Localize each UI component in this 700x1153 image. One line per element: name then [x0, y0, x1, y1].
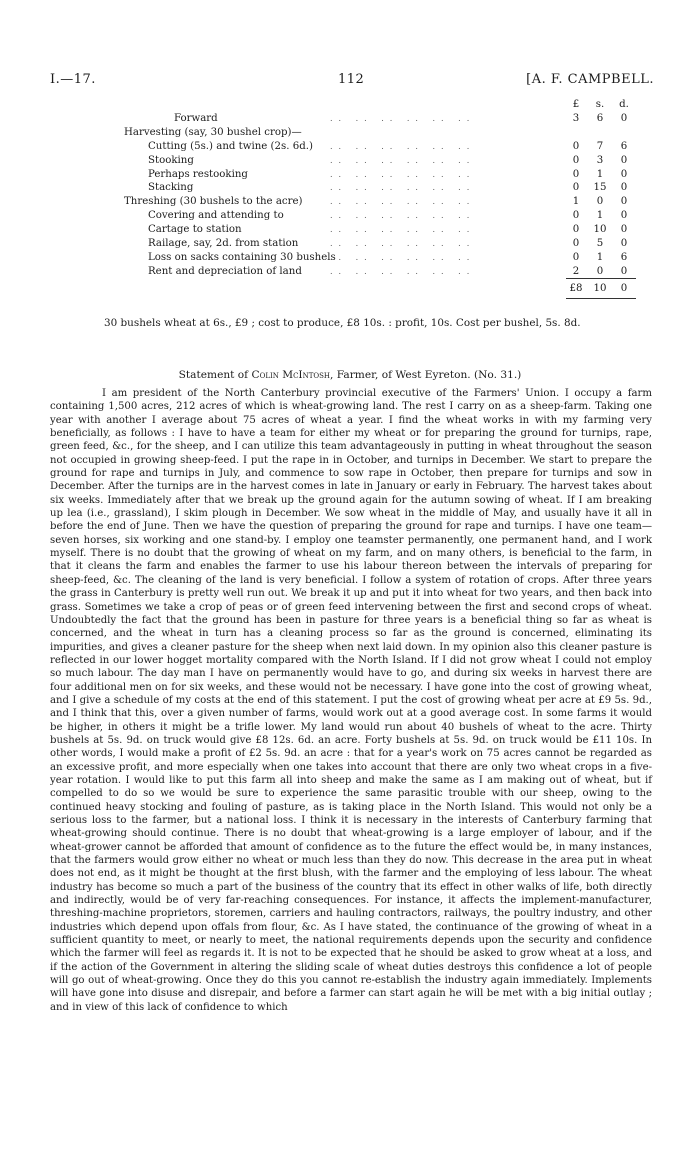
leader-dots: .. .. .. .. .. .. — [330, 155, 476, 165]
total-pounds: £8 — [569, 283, 583, 294]
pounds-header: £ — [572, 99, 580, 110]
amount-shillings: 1 — [596, 168, 604, 180]
amount-shillings: 1 — [596, 210, 604, 222]
account-row-amount — [564, 140, 636, 154]
account-row-label: Rent and depreciation of land — [148, 265, 302, 277]
page-number: 112 — [338, 72, 365, 87]
account-row — [0, 195, 700, 209]
document-reference: I.—17. — [50, 72, 96, 87]
amount-shillings: 0 — [596, 196, 604, 208]
amount-pence: 0 — [620, 168, 628, 180]
account-row — [0, 112, 700, 126]
leader-dots: .. .. .. .. .. .. — [330, 225, 476, 235]
currency-column-headers — [564, 98, 636, 112]
statement-heading — [0, 369, 700, 381]
page-header — [0, 72, 700, 94]
amount-pence: 0 — [620, 238, 628, 250]
account-row-label: Forward — [174, 113, 218, 124]
statement-prefix: Statement of — [178, 369, 249, 381]
amount-pounds: 0 — [572, 182, 580, 194]
account-row-amount — [564, 168, 636, 182]
author-name: [A. F. CAMPBELL. — [526, 72, 654, 87]
amount-shillings: 10 — [593, 224, 607, 236]
account-row-amount — [564, 251, 636, 265]
amount-shillings: 0 — [596, 265, 604, 277]
amount-pence: 6 — [620, 140, 628, 152]
account-row — [0, 140, 700, 154]
amount-pounds: 0 — [572, 224, 580, 236]
amount-shillings: 5 — [596, 238, 604, 250]
amount-pounds: 0 — [572, 238, 580, 250]
account-row-amount — [564, 181, 636, 195]
amount-pence: 0 — [620, 113, 628, 124]
account-row — [0, 209, 700, 223]
amount-shillings: 15 — [593, 182, 607, 194]
amount-pounds: 2 — [572, 265, 580, 277]
account-row — [0, 126, 700, 140]
account-total — [564, 282, 636, 296]
statement-body: I am president of the North Canterbury provincial executive of the Farmers' Union. I occupy a farm containing 1,500 acres, 212 acres of which is wheat-growing land. The rest I carry on as a sheep-farm. Taking one year with another I average about 75 acres of wheat a year. I find the wheat works in with my farming very beneficially, as follows : I have to have a team for either my wheat or for preparing the ground for turnips, rape, green feed, &c., for the sheep, and I can utilize this team advantageously in putting in wheat throughout the season not occupied in growing sheep-feed. I put the rape in in October, and turnips in December. We start to prepare the ground for rape and turnips in July, and commence to sow rape in October, then prepare for turnips and sow in December. After the turnips are in the harvest comes in late in January or early in February. The harvest takes about six weeks. Immediately after that we break up the ground again for the autumn sowing of wheat. If I am breaking up lea (i.e., grassland), I skim plough in December. We sow wheat in the middle of May, and usually have it all in before the end of June. Then we have the question of preparing the ground for rape and turnips. I have one team—seven horses, six working and one stand-by. I employ one teamster permanently, one permanent hand, and I work myself. There is no doubt that the growing of wheat on my farm, and on many others, is beneficial to the farm, in that it cleans the farm and enables the farmer to use his labour thereon between the intervals of preparing for sheep-feed, &c. The cleaning of the land is very beneficial. I follow a system of rotation of crops. After three years the grass in Canterbury is pretty well run out. We break it up and put it into wheat for two years, and then back into grass. Sometimes we take a crop of peas or of green feed intervening between the first and second crops of wheat. Undoubtedly the fact that the ground has been in pasture for three years is a beneficial thing so far as wheat is concerned, and the wheat in turn has a cleaning process so far as the ground is concerned, eliminating its impurities, and gives a cleaner pasture for the sheep when next laid down. In my opinion also this cleaner pasture is reflected in our lower hogget mortality compared with the North Island. If I did not grow wheat I could not employ so much labour. The day man I have on permanently would have to go, and during six weeks in harvest there are four additional men on for six weeks, and these would not be necessary. I have gone into the cost of growing wheat, and I give a schedule of my costs at the end of this statement. I put the cost of growing wheat per acre at £9 5s. 9d., and I think that this, over a given number of farms, would work out at a good average cost. In some farms it would be higher, in others it might be a trifle lower. My land would run about 40 bushels of wheat to the acre. Thirty bushels at 5s. 9d. on truck would give £8 12s. 6d. an acre. Forty bushels at 5s. 9d. on truck would be £11 10s. In other words, I would make a profit of £2 5s. 9d. an acre : that for a year's work on 75 acres cannot be regarded as an excessive profit, and more especially when one takes into account that there are only two wheat crops in a five-year rotation. I would like to put this farm all into sheep and make the same as I am making out of wheat, but if compelled to do so we would be sure to experience the same parasitic trouble with our sheep, owing to the continued heavy stocking and fouling of pasture, as is taking place in the North Island. This would not only be a serious loss to the farmer, but a national loss. I think it is necessary in the interests of Canterbury farming that wheat-growing should continue. There is no doubt that wheat-growing is a large employer of labour, and if the wheat-grower cannot be afforded that amount of confidence as to the future the effect would be, in many instances, that the farmers would grow either no wheat or much less than they do now. This decrease in the area put in wheat does not end, as it might be thought at the first blush, with the farmer and the employing of less labour. The wheat industry has become so much a part of the business of the country that its effect in other walks of life, both directly and indirectly, would be of very far-reaching consequences. For instance, it affects the implement-manufacturer, threshing-machine proprietors, storemen, carriers and hauling contractors, railways, the poultry industry, and other industries which depend upon offals from flour, &c. As I have stated, the continuance of the growing of wheat in a sufficient quantity to meet, or nearly to meet, the national requirements depends upon the security and confidence which the farmer will feel as regards it. It is not to be expected that he should be asked to grow wheat at a loss, and if the action of the Government in altering the sliding scale of wheat duties destroys this confidence a lot of people will go out of wheat-growing. Once they do this you cannot re-establish the industry again immediately. Implements will have gone into disuse and disrepair, and before a farmer can start again he will be met with a big initial outlay ; and in view of this lack of confidence to which — [50, 388, 652, 1013]
account-row-amount — [564, 154, 636, 168]
leader-dots: .. .. .. .. .. .. — [330, 211, 476, 221]
account-row — [0, 251, 700, 265]
account-row-label: Cutting (5s.) and twine (2s. 6d.) — [148, 140, 313, 152]
account-row-label: Stacking — [148, 182, 194, 194]
account-row — [0, 223, 700, 237]
account-row — [0, 168, 700, 182]
account-row-amount — [564, 209, 636, 223]
account-rows — [0, 112, 700, 279]
account-row-label: Perhaps restooking — [148, 168, 248, 180]
leader-dots: .. .. .. .. .. .. — [330, 266, 476, 276]
leader-dots: .. .. .. .. .. .. — [330, 197, 476, 207]
leader-dots: .. .. .. .. .. .. — [330, 239, 476, 249]
amount-pounds: 3 — [572, 113, 580, 124]
amount-shillings: 7 — [596, 140, 604, 152]
amount-shillings: 1 — [596, 251, 604, 263]
account-row-label: Railage, say, 2d. from station — [148, 238, 299, 250]
amount-pence: 0 — [620, 154, 628, 166]
leader-dots: .. .. .. .. .. .. — [330, 141, 476, 151]
account-row-amount — [564, 237, 636, 251]
account-row-amount — [564, 112, 636, 126]
amount-pence: 0 — [620, 182, 628, 194]
statement-suffix: , Farmer, of West Eyreton. (No. 31.) — [330, 369, 522, 381]
amount-shillings: 6 — [596, 113, 604, 124]
account-row — [0, 237, 700, 251]
amount-pounds: 1 — [572, 196, 580, 208]
leader-dots: .. .. .. .. .. .. — [330, 114, 476, 123]
account-row-label: Threshing (30 bushels to the acre) — [124, 196, 303, 208]
account-row-label: Loss on sacks containing 30 bushels — [148, 251, 336, 263]
amount-pence: 0 — [620, 196, 628, 208]
amount-pence: 6 — [620, 251, 628, 263]
total-rule — [566, 278, 636, 279]
leader-dots: .. .. .. .. .. .. — [330, 183, 476, 193]
amount-pounds: 0 — [572, 154, 580, 166]
amount-pounds: 0 — [572, 251, 580, 263]
witness-name: Colin McIntosh — [251, 369, 331, 381]
profit-summary-line: 30 bushels wheat at 6s., £9 ; cost to produce, £8 10s. : profit, 10s. Cost per bushel, 5s. 8d. — [104, 317, 581, 329]
account-row-amount — [564, 223, 636, 237]
account-row-amount — [564, 265, 636, 279]
account-row — [0, 265, 700, 279]
account-row — [0, 181, 700, 195]
amount-pounds: 0 — [572, 210, 580, 222]
leader-dots: .. .. .. .. .. .. — [330, 252, 476, 262]
account-row — [0, 154, 700, 168]
account-row-label: Cartage to station — [148, 224, 242, 236]
account-row-label: Stooking — [148, 154, 194, 166]
total-underline — [566, 298, 636, 299]
amount-pounds: 0 — [572, 140, 580, 152]
amount-shillings: 3 — [596, 154, 604, 166]
amount-pence: 0 — [620, 224, 628, 236]
total-pence: 0 — [620, 283, 628, 294]
account-row-label: Covering and attending to — [148, 210, 284, 222]
pence-header: d. — [619, 99, 629, 110]
total-shillings: 10 — [593, 283, 607, 294]
amount-pence: 0 — [620, 210, 628, 222]
account-row-amount — [564, 195, 636, 209]
amount-pence: 0 — [620, 265, 628, 277]
shillings-header: s. — [595, 99, 605, 110]
account-row-label: Harvesting (say, 30 bushel crop)— — [124, 126, 302, 138]
leader-dots: .. .. .. .. .. .. — [330, 169, 476, 179]
amount-pounds: 0 — [572, 168, 580, 180]
